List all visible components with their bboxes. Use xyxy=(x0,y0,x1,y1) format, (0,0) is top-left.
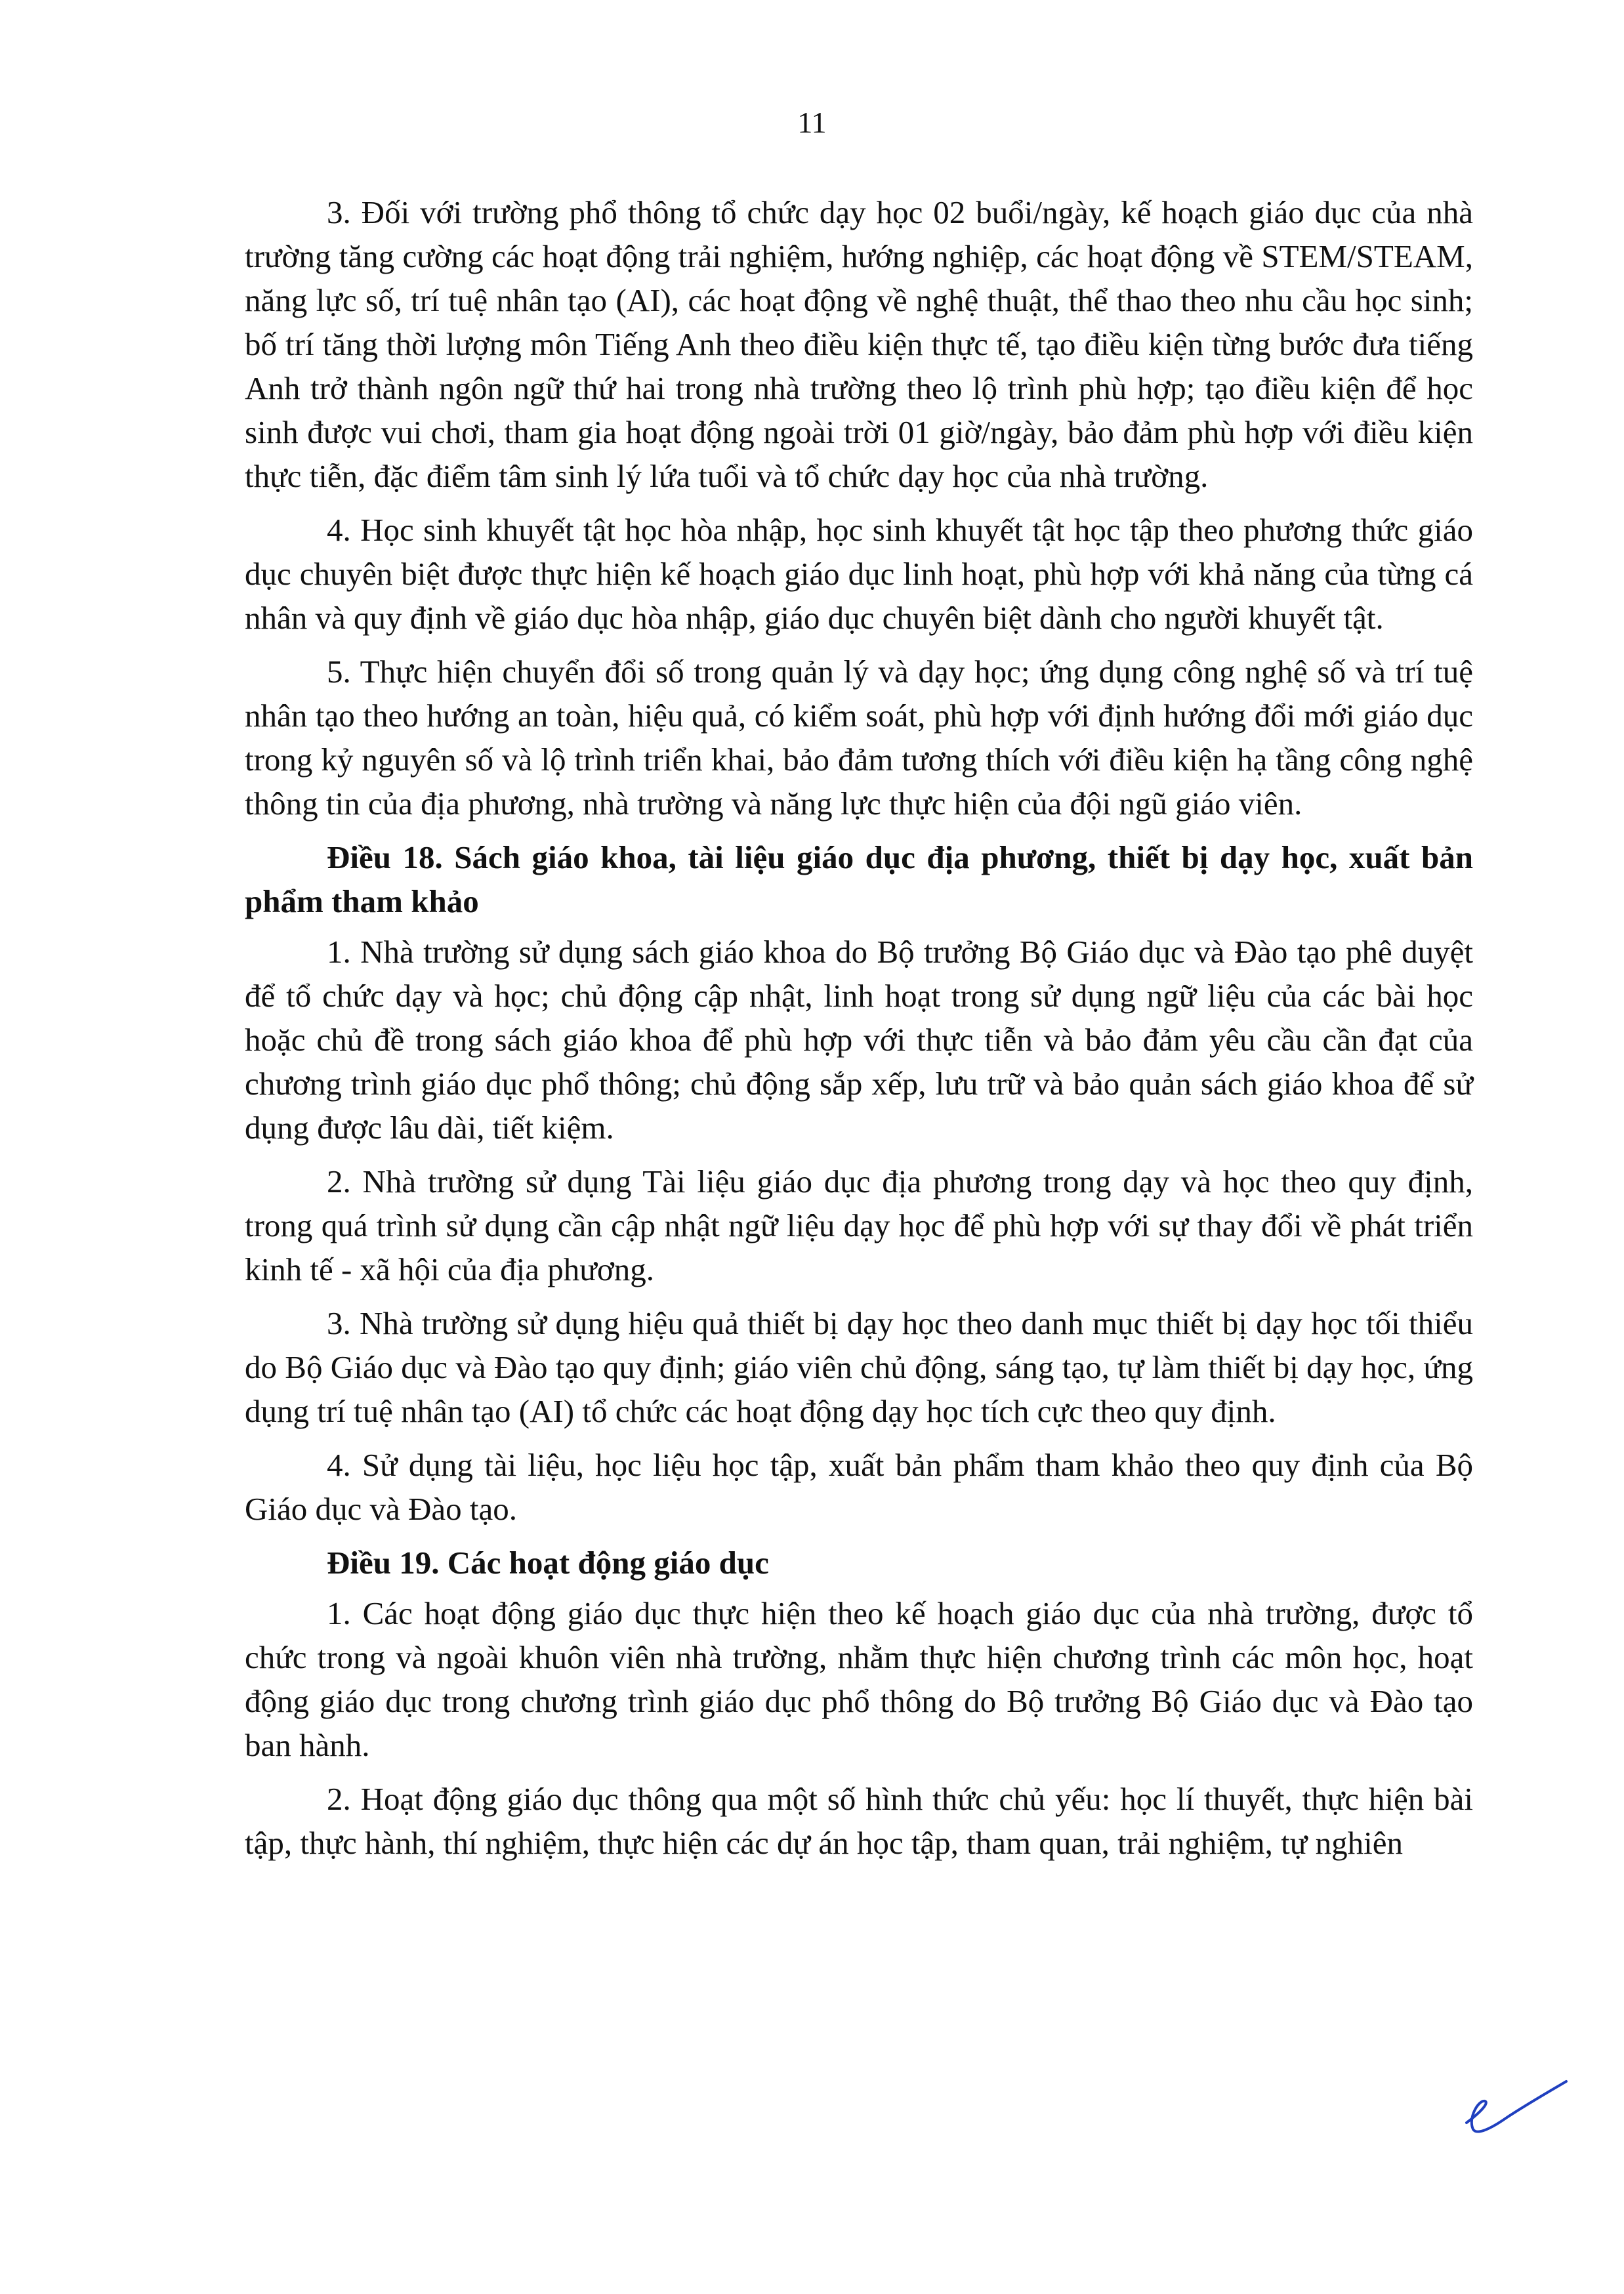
paragraph-5-digital-transformation: 5. Thực hiện chuyển đổi số trong quản lý và dạy học; ứng dụng công nghệ số và trí tuệ nhân tạo theo hướng an toàn, hiệu quả, có kiểm soát, phù hợp với định hướng đổi mới giáo dục trong kỷ nguyên số và lộ trình triển khai, bảo đảm tương thích với điều kiện hạ tầng công nghệ thông tin của địa phương, nhà trường và năng lực thực hiện của đội ngũ giáo viên. xyxy=(245,654,1473,822)
article-18-clause-2: 2. Nhà trường sử dụng Tài liệu giáo dục địa phương trong dạy và học theo quy định, trong quá trình sử dụng cần cập nhật ngữ liệu dạy học để phù hợp với sự thay đổi về phát triển kinh tế - xã hội của địa phương. xyxy=(245,1163,1473,1287)
article-18-clause-3: 3. Nhà trường sử dụng hiệu quả thiết bị dạy học theo danh mục thiết bị dạy học tối thiểu do Bộ Giáo dục và Đào tạo quy định; giáo viên chủ động, sáng tạo, tự làm thiết bị dạy học, ứng dụng trí tuệ nhân tạo (AI) tổ chức các hoạt động dạy học tích cực theo quy định. xyxy=(245,1305,1473,1429)
article-18-heading: Điều 18. Sách giáo khoa, tài liệu giáo dục địa phương, thiết bị dạy học, xuất bản phẩm tham khảo xyxy=(245,839,1473,919)
article-18-clause-1: 1. Nhà trường sử dụng sách giáo khoa do Bộ trưởng Bộ Giáo dục và Đào tạo phê duyệt để tổ chức dạy và học; chủ động cập nhật, linh hoạt trong sử dụng ngữ liệu của các bài học hoặc chủ đề trong sách giáo khoa để phù hợp với thực tiễn và bảo đảm yêu cầu cần đạt của chương trình giáo dục phổ thông; chủ động sắp xếp, lưu trữ và bảo quản sách giáo khoa để sử dụng được lâu dài, tiết kiệm. xyxy=(245,934,1473,1146)
document-body xyxy=(245,190,1473,1875)
paragraph-3-two-sessions: 3. Đối với trường phổ thông tổ chức dạy học 02 buổi/ngày, kế hoạch giáo dục của nhà trường tăng cường các hoạt động trải nghiệm, hướng nghiệp, các hoạt động về STEM/STEAM, năng lực số, trí tuệ nhân tạo (AI), các hoạt động về nghệ thuật, thể thao theo nhu cầu học sinh; bố trí tăng thời lượng môn Tiếng Anh theo điều kiện thực tế, tạo điều kiện từng bước đưa tiếng Anh trở thành ngôn ngữ thứ hai trong nhà trường theo lộ trình phù hợp; tạo điều kiện để học sinh được vui chơi, tham gia hoạt động ngoài trời 01 giờ/ngày, bảo đảm phù hợp với điều kiện thực tiễn, đặc điểm tâm sinh lý lứa tuổi và tổ chức dạy học của nhà trường. xyxy=(245,194,1473,494)
article-19-clause-2: 2. Hoạt động giáo dục thông qua một số hình thức chủ yếu: học lí thuyết, thực hiện bài tập, thực hành, thí nghiệm, thực hiện các dự án học tập, tham quan, trải nghiệm, tự nghiên xyxy=(245,1781,1473,1861)
article-19-heading: Điều 19. Các hoạt động giáo dục xyxy=(327,1545,769,1581)
page-number: 11 xyxy=(797,106,827,139)
article-19-clause-1: 1. Các hoạt động giáo dục thực hiện theo kế hoạch giáo dục của nhà trường, được tổ chức trong và ngoài khuôn viên nhà trường, nhằm thực hiện chương trình các môn học, hoạt động giáo dục trong chương trình giáo dục phổ thông do Bộ trưởng Bộ Giáo dục và Đào tạo ban hành. xyxy=(245,1595,1473,1763)
initial-signature-mark xyxy=(1453,2067,1572,2146)
paragraph-4-disabled-students: 4. Học sinh khuyết tật học hòa nhập, học sinh khuyết tật học tập theo phương thức giáo dục chuyên biệt được thực hiện kế hoạch giáo dục linh hoạt, phù hợp với khả năng của từng cá nhân và quy định về giáo dục hòa nhập, giáo dục chuyên biệt dành cho người khuyết tật. xyxy=(245,512,1473,636)
article-18-clause-4: 4. Sử dụng tài liệu, học liệu học tập, xuất bản phẩm tham khảo theo quy định của Bộ Giáo dục và Đào tạo. xyxy=(245,1447,1473,1527)
